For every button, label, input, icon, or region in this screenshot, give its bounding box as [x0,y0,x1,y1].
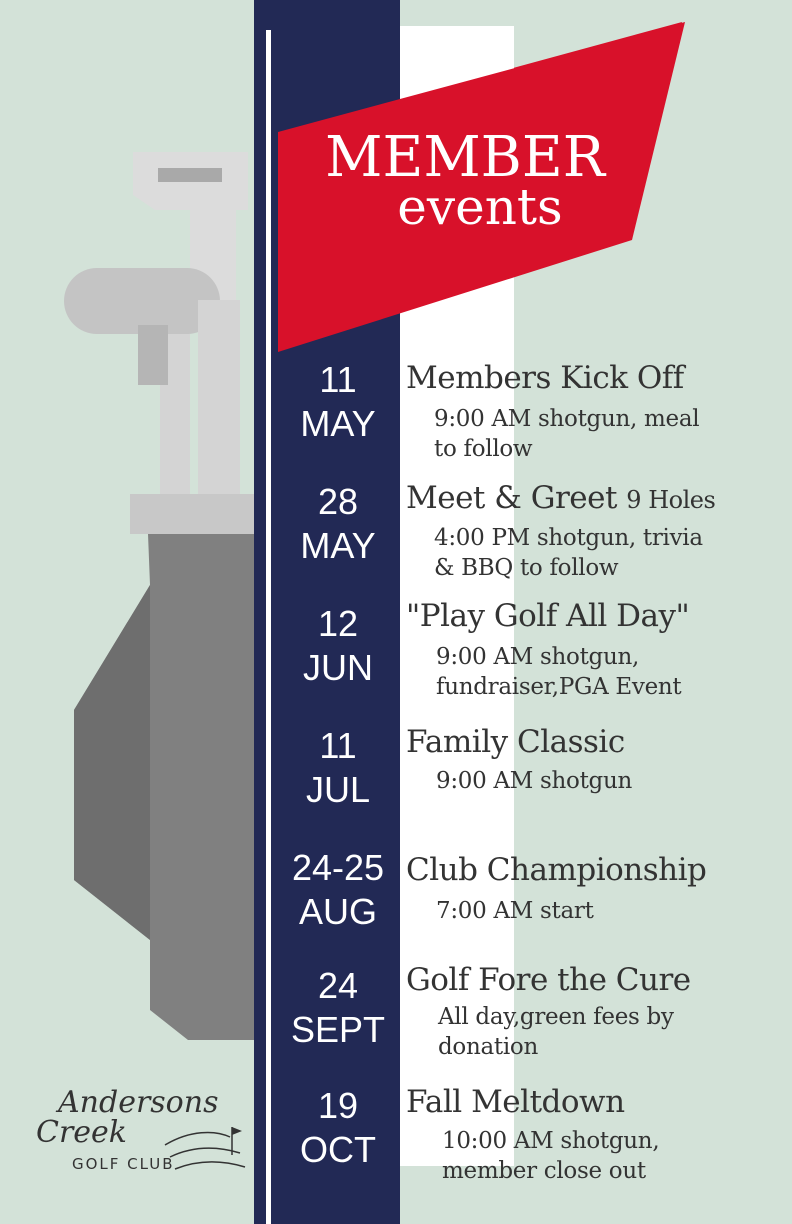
event-details [436,766,632,796]
event-month: MAY [300,525,376,566]
event-detail-line: donation [438,1034,538,1060]
event-detail-line: 10:00 AM shotgun, [442,1128,660,1154]
bag-collar [130,494,260,534]
event-detail-line: fundraiser,PGA Event [436,674,682,700]
event-detail-line: & BBQ to follow [434,555,619,581]
title-line-1: MEMBER [325,125,605,190]
event-details [438,1002,674,1062]
event-title [406,724,625,760]
event-month: OCT [300,1129,376,1170]
event-detail-line: 9:00 AM shotgun [436,768,632,794]
event-details [434,523,703,583]
event-title [406,480,715,516]
event-title-text: Meet & Greet [406,480,617,516]
event-title-text: Fall Meltdown [406,1084,625,1120]
event-detail-line: to follow [434,436,533,462]
event-title-text: Club Championship [406,852,707,888]
event-detail-line: 9:00 AM shotgun, meal [434,406,700,432]
event-day: 11 [319,725,357,766]
event-title-text: Golf Fore the Cure [406,962,691,998]
club-logo [30,1085,250,1180]
event-date [276,846,400,934]
event-month: JUL [305,769,371,810]
event-title-extra: 9 Holes [626,486,716,514]
event-detail-line: All day,green fees by [438,1004,674,1030]
event-day: 28 [317,481,359,522]
event-month: AUG [298,891,377,932]
event-details [442,1126,659,1186]
event-title [406,360,684,396]
event-day: 19 [317,1085,359,1126]
event-detail-line: 7:00 AM start [436,898,594,924]
title-line-2: events [397,178,563,236]
logo-line-2: Creek [36,1115,127,1150]
event-title-text: Members Kick Off [406,360,684,396]
event-title [406,1084,625,1120]
event-date [276,480,400,568]
event-month: JUN [303,647,373,688]
event-date [276,964,400,1052]
logo-subtitle: GOLF CLUB [72,1155,175,1173]
event-title [406,962,691,998]
event-day: 12 [317,603,359,644]
event-title-text: "Play Golf All Day" [406,598,690,634]
event-day: 11 [319,359,357,400]
event-month: MAY [300,403,376,444]
event-date [276,724,400,812]
event-details [434,404,699,464]
event-detail-line: member close out [442,1158,646,1184]
event-details [436,642,681,702]
page-title [300,125,630,236]
event-detail-line: 4:00 PM shotgun, trivia [434,525,703,551]
event-detail-line: 9:00 AM shotgun, [436,644,639,670]
event-title [406,852,706,888]
event-title [406,598,689,634]
event-date [276,1084,400,1172]
logo-line-1: Andersons [58,1085,219,1120]
event-details [436,896,594,926]
event-date [276,602,400,690]
bag-body-side [74,585,150,940]
event-date [276,358,400,446]
event-month: SEPT [290,1009,386,1050]
event-day: 24-25 [291,847,385,888]
event-day: 24 [317,965,359,1006]
event-title-text: Family Classic [406,724,625,760]
